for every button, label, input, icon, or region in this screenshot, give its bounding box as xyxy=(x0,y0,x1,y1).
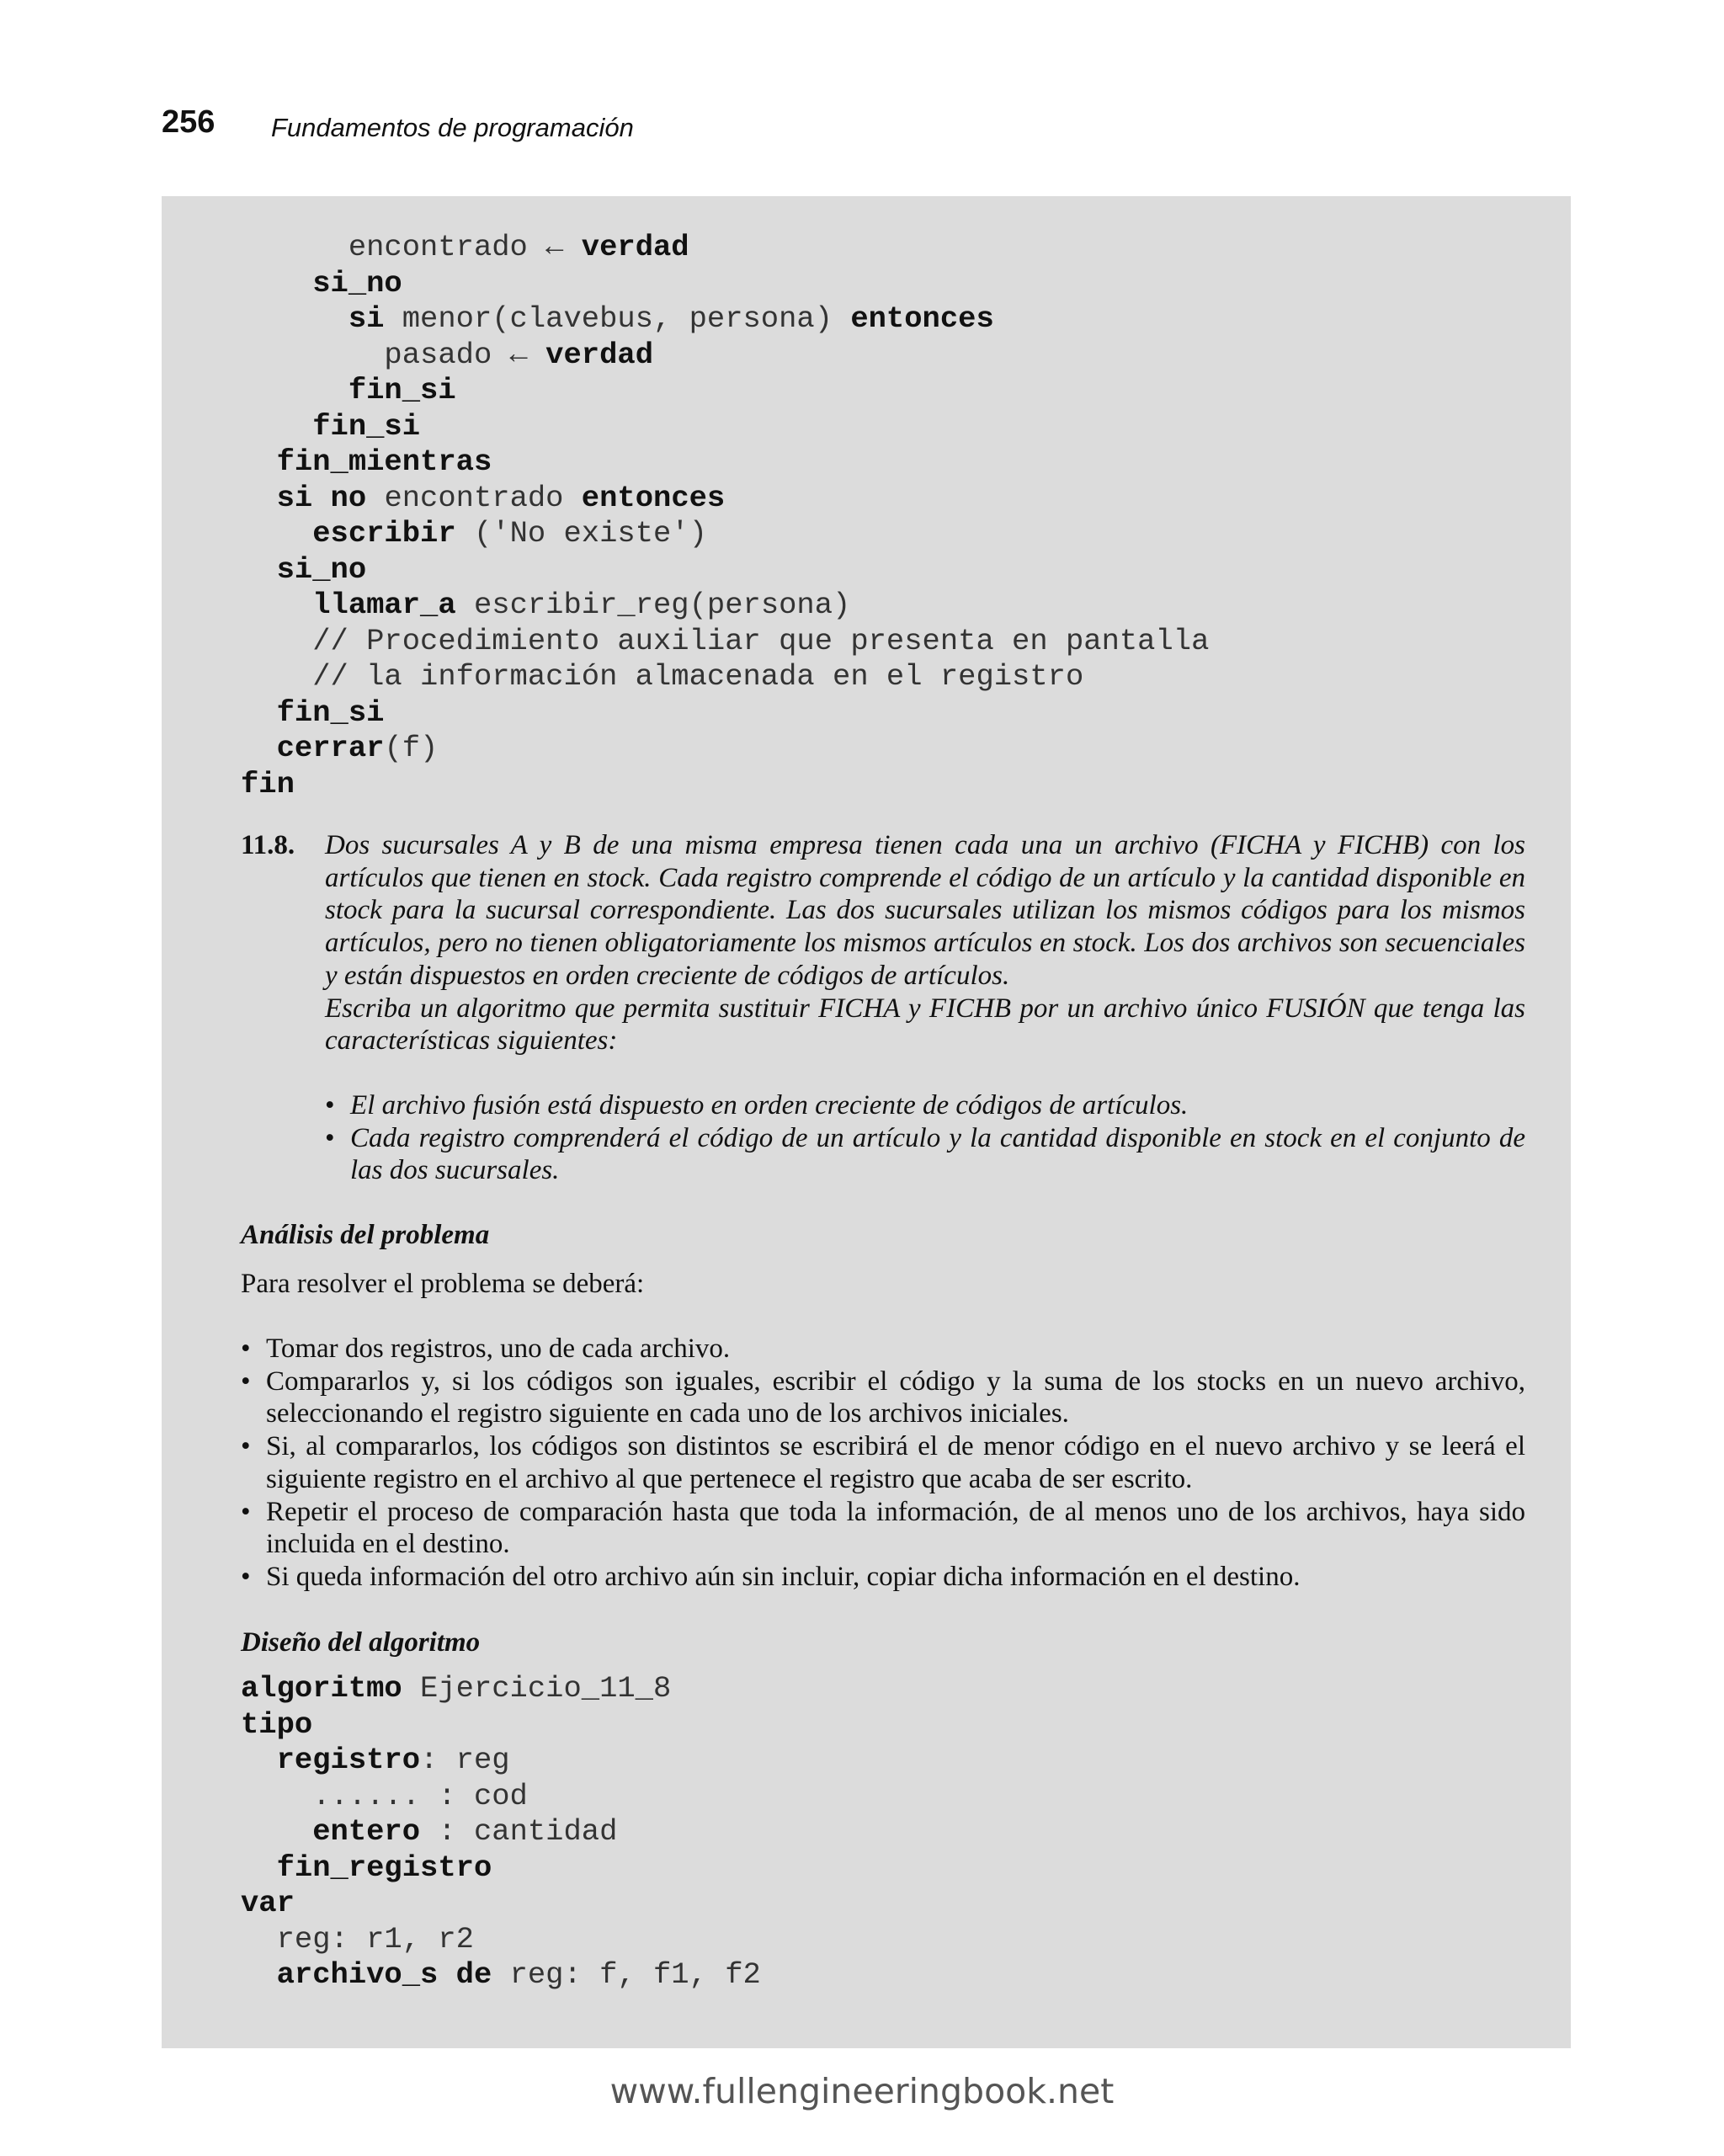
code-line: // Procedimiento auxiliar que presenta en pantalla xyxy=(241,623,1210,658)
code-line: si_no xyxy=(312,265,402,301)
page-number: 256 xyxy=(162,104,216,140)
list-item: • Repetir el proceso de comparación hasta que toda la información, de al menos uno de los archivos, haya sido incluida en el destino. xyxy=(241,1496,1525,1561)
content-box xyxy=(162,196,1571,2048)
code-line: fin_mientras xyxy=(276,445,492,479)
list-item: • Si queda información del otro archivo aún sin incluir, copiar dicha información en el destino. xyxy=(241,1561,1525,1594)
list-item: • Si, al compararlos, los códigos son distintos se escribirá el de menor código en el nuevo archivo y se leerá el siguiente registro en el archivo al que pertenece el registro que acaba de ser escrito. xyxy=(241,1430,1525,1495)
code-line: fin_registro xyxy=(276,1850,492,1885)
list-item: • Tomar dos registros, uno de cada archivo. xyxy=(241,1333,1525,1365)
code-line: algoritmo Ejercicio_11_8 xyxy=(241,1671,672,1706)
list-item: • El archivo fusión está dispuesto en orden creciente de códigos de artículos. xyxy=(325,1089,1525,1122)
code-line: reg: r1, r2 xyxy=(241,1921,474,1956)
code-line: entero : cantidad xyxy=(312,1814,618,1849)
code-line: // la información almacenada en el registro xyxy=(241,659,1084,694)
exercise-paragraph: Dos sucursales A y B de una misma empresa tienen cada una un archivo (FICHA y FICHB) con los artículos que tienen en stock. Cada registro comprende el código de un artículo y la cantidad disponible en stock para la sucursal correspondiente. Las dos sucursales utilizan los mismos códigos para los mismos artículos, pero no tienen obligatoriamente los mismos artículos en stock. Los dos archivos son secuenciales y están dispuestos en orden creciente de códigos de artículos. xyxy=(325,830,1525,991)
code-line: escribir ('No existe') xyxy=(312,516,707,551)
code-block-2 xyxy=(241,1671,761,1994)
book-title: Fundamentos de programación xyxy=(271,113,634,142)
code-line: pasado ← verdad xyxy=(241,337,653,372)
code-line: fin_si xyxy=(348,373,456,407)
exercise-paragraph: Escriba un algoritmo que permita sustituir FICHA y FICHB por un archivo único FUSIÓN que tenga las características siguientes: xyxy=(325,993,1525,1057)
section-heading-design: Diseño del algoritmo xyxy=(241,1627,481,1658)
code-block-1 xyxy=(241,230,1209,802)
exercise-statement xyxy=(325,829,1525,1187)
code-line: ...... : cod xyxy=(241,1778,528,1813)
exercise-11-8 xyxy=(241,829,1525,1187)
analysis-bullet-list xyxy=(241,1333,1525,1594)
analysis-intro: Para resolver el problema se deberá: xyxy=(241,1269,645,1299)
list-item: • Cada registro comprenderá el código de un artículo y la cantidad disponible en stock en el conjunto de las dos sucursales. xyxy=(325,1122,1525,1187)
code-line: tipo xyxy=(241,1706,313,1742)
code-line: archivo_s de reg: f, f1, f2 xyxy=(276,1957,761,1992)
list-item: • Compararlos y, si los códigos son iguales, escribir el código y la suma de los stocks en un nuevo archivo, seleccionando el registro siguiente en cada uno de los archivos iniciales. xyxy=(241,1365,1525,1430)
code-line: fin_si xyxy=(312,408,421,444)
section-heading-analysis: Análisis del problema xyxy=(241,1220,490,1250)
code-line: encontrado ← verdad xyxy=(241,230,689,264)
code-line: fin xyxy=(241,766,295,801)
code-line: fin_si xyxy=(276,695,385,730)
exercise-bullet-list xyxy=(325,1089,1525,1187)
code-line: si no encontrado entonces xyxy=(276,480,726,515)
code-line: si menor(clavebus, persona) entonces xyxy=(348,301,994,336)
code-line: cerrar(f) xyxy=(276,731,439,765)
code-line: var xyxy=(241,1886,295,1920)
code-line: registro: reg xyxy=(276,1743,510,1777)
footer-url: www.fullengineeringbook.net xyxy=(609,2071,1115,2111)
exercise-number: 11.8. xyxy=(241,830,295,860)
code-line: llamar_a escribir_reg(persona) xyxy=(312,588,851,622)
code-line: si_no xyxy=(276,551,367,587)
